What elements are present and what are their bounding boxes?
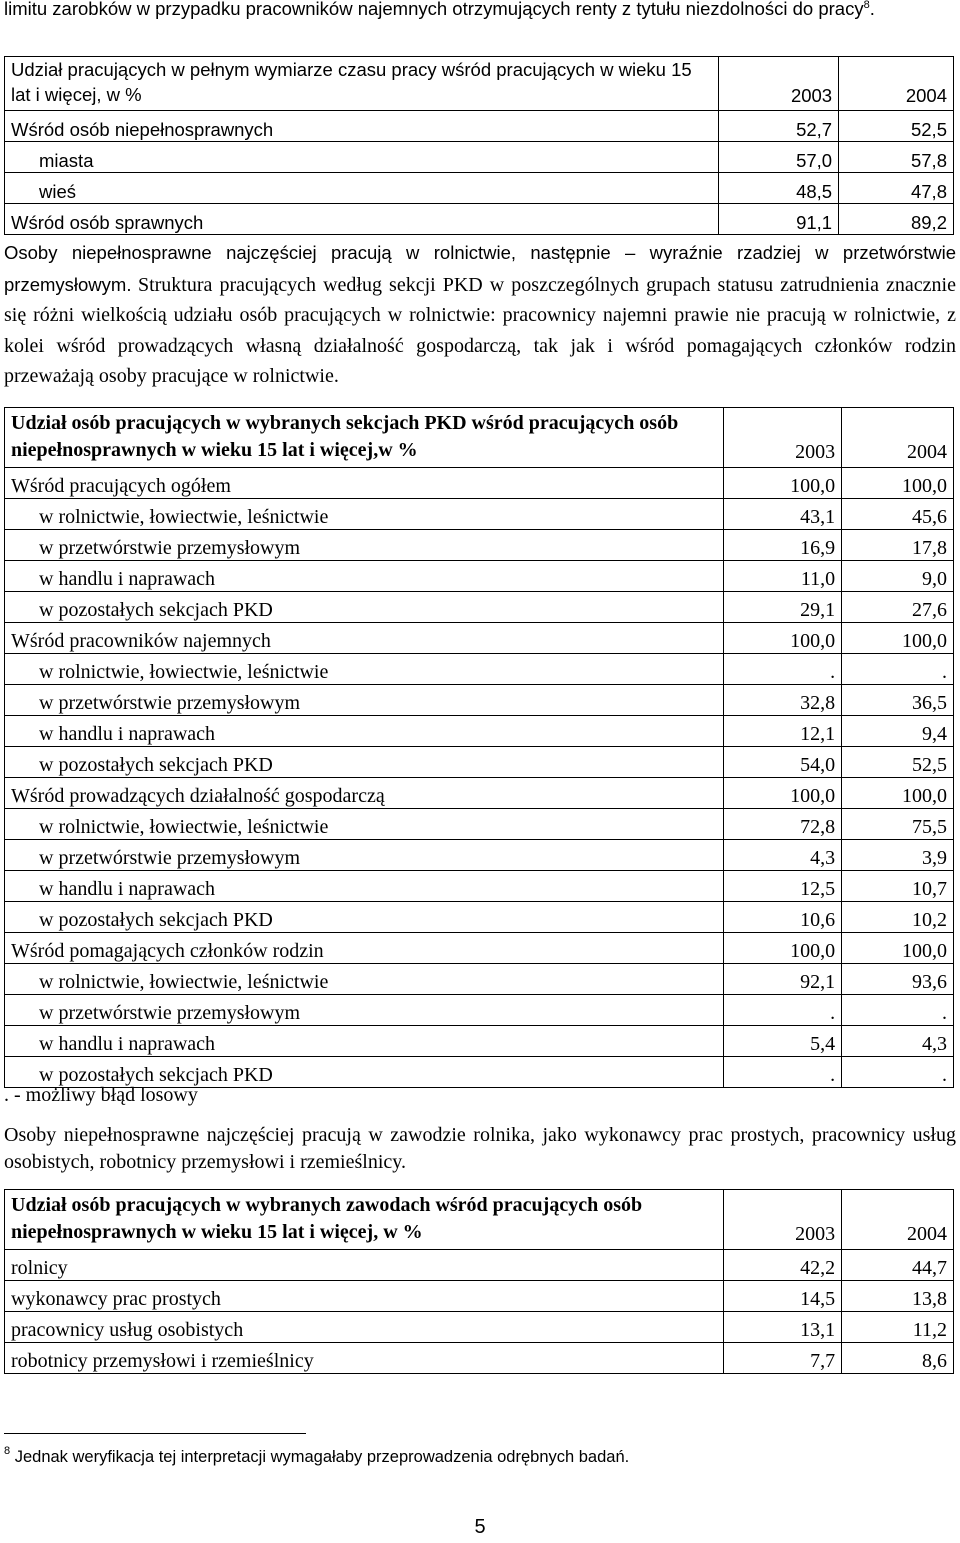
value-2004: 47,8: [839, 173, 954, 204]
value-2004: 11,2: [842, 1312, 954, 1343]
row-label: Wśród pracujących ogółem: [5, 468, 724, 499]
value-2003: 100,0: [724, 623, 842, 654]
value-2004: 10,2: [842, 902, 954, 933]
paragraph-part-sans: Osoby niepełnosprawne najczęściej pracują w rolnictwie, następnie – wyraźnie rzadziej w przetwórstwie przemysłowym.: [4, 242, 956, 295]
table-row: [5, 468, 954, 499]
table-row: [5, 716, 954, 747]
row-label: w handlu i naprawach: [5, 716, 724, 747]
value-2004: 13,8: [842, 1281, 954, 1312]
value-2004: 3,9: [842, 840, 954, 871]
value-2003: 54,0: [724, 747, 842, 778]
year-header-2004: 2004: [839, 57, 954, 111]
value-2004: 9,4: [842, 716, 954, 747]
year-header-2003: 2003: [724, 1190, 842, 1250]
table-header-title: Udział osób pracujących w wybranych sekcjach PKD wśród pracujących osób niepełnosprawnych w wieku 15 lat i więcej,w %: [5, 408, 724, 468]
value-2004: 100,0: [842, 933, 954, 964]
table-row: [5, 561, 954, 592]
year-header-2003: 2003: [719, 57, 839, 111]
value-2004: 93,6: [842, 964, 954, 995]
pkd-sections-table: [4, 407, 954, 1088]
value-2003: 12,1: [724, 716, 842, 747]
value-2003: 100,0: [724, 778, 842, 809]
row-label: w przetwórstwie przemysłowym: [5, 840, 724, 871]
value-2004: 9,0: [842, 561, 954, 592]
row-label: w rolnictwie, łowiectwie, leśnictwie: [5, 809, 724, 840]
footnote-text: Jednak weryfikacja tej interpretacji wymagałaby przeprowadzenia odrębnych badań.: [14, 1448, 630, 1466]
row-label: Wśród osób niepełnosprawnych: [5, 111, 719, 142]
row-label: Wśród prowadzących działalność gospodarczą: [5, 778, 724, 809]
footnote-separator: [4, 1433, 306, 1434]
value-2004: 89,2: [839, 204, 954, 235]
row-label: w rolnictwie, łowiectwie, leśnictwie: [5, 964, 724, 995]
value-2003: 14,5: [724, 1281, 842, 1312]
row-label: miasta: [5, 142, 719, 173]
value-2003: 13,1: [724, 1312, 842, 1343]
row-label: w pozostałych sekcjach PKD: [5, 902, 724, 933]
value-2003: 48,5: [719, 173, 839, 204]
table-row: [5, 871, 954, 902]
value-2003: 42,2: [724, 1250, 842, 1281]
row-label: w przetwórstwie przemysłowym: [5, 995, 724, 1026]
row-label: w rolnictwie, łowiectwie, leśnictwie: [5, 654, 724, 685]
row-label: wykonawcy prac prostych: [5, 1281, 724, 1312]
year-header-2004: 2004: [842, 408, 954, 468]
value-2003: 12,5: [724, 871, 842, 902]
table-row: [5, 530, 954, 561]
value-2003: 16,9: [724, 530, 842, 561]
value-2003: 91,1: [719, 204, 839, 235]
value-2004: .: [842, 995, 954, 1026]
value-2003: .: [724, 1057, 842, 1088]
table-row: [5, 933, 954, 964]
table-row: [5, 902, 954, 933]
footnote-ref: 8: [863, 0, 870, 11]
table-row: [5, 747, 954, 778]
value-2004: 10,7: [842, 871, 954, 902]
value-2003: 92,1: [724, 964, 842, 995]
table-row: [5, 111, 954, 142]
value-2003: 11,0: [724, 561, 842, 592]
footnote-marker: 8: [4, 1445, 11, 1457]
row-label: pracownicy usług osobistych: [5, 1312, 724, 1343]
table-row: [5, 778, 954, 809]
row-label: wieś: [5, 173, 719, 204]
table-row: [5, 840, 954, 871]
value-2004: 100,0: [842, 623, 954, 654]
table-row: [5, 1026, 954, 1057]
value-2003: 7,7: [724, 1343, 842, 1374]
value-2003: 52,7: [719, 111, 839, 142]
table-row: [5, 1312, 954, 1343]
table-header-row: [5, 1190, 954, 1250]
value-2004: 52,5: [839, 111, 954, 142]
value-2004: 8,6: [842, 1343, 954, 1374]
table-row: [5, 499, 954, 530]
value-2004: .: [842, 1057, 954, 1088]
value-2004: 36,5: [842, 685, 954, 716]
table-row: [5, 142, 954, 173]
row-label: w rolnictwie, łowiectwie, leśnictwie: [5, 499, 724, 530]
row-label: w pozostałych sekcjach PKD: [5, 592, 724, 623]
table-header-title: Udział pracujących w pełnym wymiarze czasu pracy wśród pracujących w wieku 15 lat i więcej, w %: [5, 57, 719, 111]
row-label: Wśród osób sprawnych: [5, 204, 719, 235]
table-header-title: Udział osób pracujących w wybranych zawodach wśród pracujących osób niepełnosprawnych w wieku 15 lat i więcej, w %: [5, 1190, 724, 1250]
row-label: w handlu i naprawach: [5, 871, 724, 902]
body-paragraph-1: [4, 238, 956, 393]
sampling-error-note: . - możliwy błąd losowy: [4, 1084, 198, 1106]
value-2004: 27,6: [842, 592, 954, 623]
occupations-table: [4, 1189, 954, 1374]
row-label: w pozostałych sekcjach PKD: [5, 747, 724, 778]
value-2004: 45,6: [842, 499, 954, 530]
value-2004: 44,7: [842, 1250, 954, 1281]
value-2004: 52,5: [842, 747, 954, 778]
value-2004: .: [842, 654, 954, 685]
value-2003: 32,8: [724, 685, 842, 716]
year-header-2003: 2003: [724, 408, 842, 468]
row-label: Wśród pomagających członków rodzin: [5, 933, 724, 964]
row-label: Wśród pracowników najemnych: [5, 623, 724, 654]
footnote: [4, 1447, 629, 1467]
table-row: [5, 1250, 954, 1281]
row-label: w pozostałych sekcjach PKD: [5, 1057, 724, 1088]
table-row: [5, 809, 954, 840]
table-row: [5, 173, 954, 204]
row-label: w handlu i naprawach: [5, 1026, 724, 1057]
value-2004: 4,3: [842, 1026, 954, 1057]
value-2003: 100,0: [724, 933, 842, 964]
full-time-employment-table: [4, 56, 954, 235]
year-header-2004: 2004: [842, 1190, 954, 1250]
row-label: rolnicy: [5, 1250, 724, 1281]
paragraph-part-serif: Struktura pracujących według sekcji PKD w poszczególnych grupach statusu zatrudnienia znacznie się różni wielkością udziału osób pracujących w rolnictwie: pracownicy najemni prawie nie pracują w rolnictwie, z kolei wśród prowadzących własną działalność gospodarczą, tak jak i wśród pomagających członków rodzin przeważają osoby pracujące w rolnictwie.: [4, 273, 956, 387]
value-2003: .: [724, 654, 842, 685]
row-label: w przetwórstwie przemysłowym: [5, 530, 724, 561]
value-2003: .: [724, 995, 842, 1026]
table-row: [5, 995, 954, 1026]
table-row: [5, 1343, 954, 1374]
row-label: robotnicy przemysłowi i rzemieślnicy: [5, 1343, 724, 1374]
value-2004: 100,0: [842, 468, 954, 499]
row-label: w przetwórstwie przemysłowym: [5, 685, 724, 716]
table-row: [5, 964, 954, 995]
value-2003: 5,4: [724, 1026, 842, 1057]
intro-paragraph: limitu zarobków w przypadku pracowników najemnych otrzymujących renty z tytułu niezdolności do pracy$^8$.: [4, 0, 875, 19]
value-2003: 57,0: [719, 142, 839, 173]
value-2003: 72,8: [724, 809, 842, 840]
table-row: [5, 654, 954, 685]
table-row: [5, 204, 954, 235]
value-2003: 43,1: [724, 499, 842, 530]
value-2003: 29,1: [724, 592, 842, 623]
row-label: w handlu i naprawach: [5, 561, 724, 592]
table-row: [5, 685, 954, 716]
value-2004: 100,0: [842, 778, 954, 809]
page-number: 5: [474, 1516, 486, 1538]
table-row: [5, 1281, 954, 1312]
value-2004: 75,5: [842, 809, 954, 840]
body-paragraph-2: Osoby niepełnosprawne najczęściej pracują w zawodzie rolnika, jako wykonawcy prac prostych, pracownicy usług osobistych, robotnicy przemysłowi i rzemieślnicy.: [4, 1124, 956, 1173]
value-2004: 57,8: [839, 142, 954, 173]
table-header-row: [5, 57, 954, 111]
table-row: [5, 592, 954, 623]
value-2003: 4,3: [724, 840, 842, 871]
table-header-row: [5, 408, 954, 468]
table-row: [5, 623, 954, 654]
value-2004: 17,8: [842, 530, 954, 561]
value-2003: 10,6: [724, 902, 842, 933]
value-2003: 100,0: [724, 468, 842, 499]
